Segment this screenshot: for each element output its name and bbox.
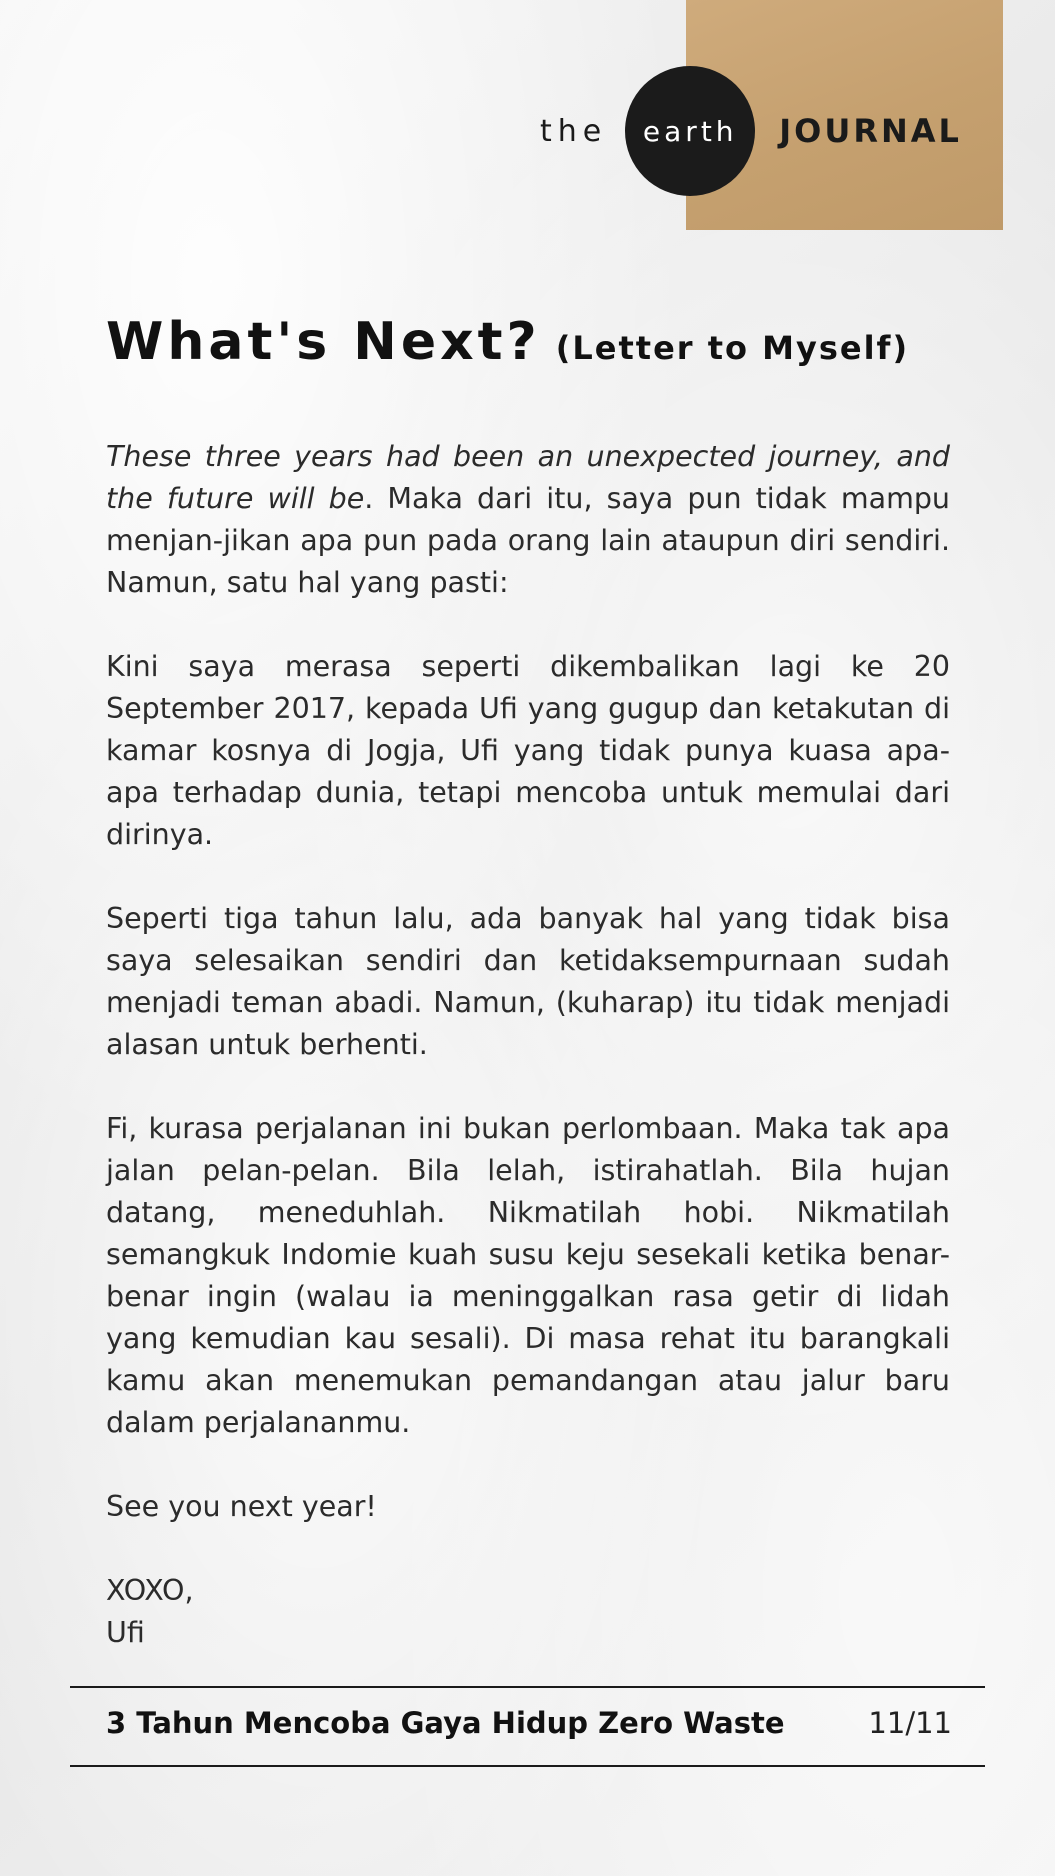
paragraph-2: Kini saya merasa seperti dikembalikan lagi ke 20 September 2017, kepada Ufi yang gugup dan ketakutan di kamar kosnya di Jogja, Ufi yang tidak punya kuasa apa-apa terhadap dunia, tetapi mencoba untuk memulai dari dirinya. [106, 650, 950, 851]
title-subtitle: (Letter to Myself) [555, 329, 910, 367]
brand-earth: earth [642, 114, 738, 148]
letter-body [106, 436, 950, 1654]
page-title [106, 312, 966, 372]
paragraph-3: Seperti tiga tahun lalu, ada banyak hal yang tidak bisa saya selesaikan sendiri dan ketidaksempurnaan sudah menjadi teman abadi. Namun, (kuharap) itu tidak menjadi alasan untuk berhenti. [106, 902, 950, 1061]
paragraph-1 [106, 436, 950, 604]
brand-circle [625, 66, 755, 196]
paragraph-5: See you next year! [106, 1490, 377, 1523]
signature: Ufi [106, 1616, 145, 1649]
footer-bottom-rule [70, 1765, 985, 1767]
footer-top-rule [70, 1686, 985, 1688]
brand-the: the [540, 113, 608, 149]
paragraph-4: Fi, kurasa perjalanan ini bukan perlombaan. Maka tak apa jalan pelan-pelan. Bila lelah, istirahatlah. Bila hujan datang, meneduhlah. Nikmatilah hobi. Nikmatilah semangkuk Indomie kuah susu keju sesekali ketika benar-benar ingin (walau ia meninggalkan rasa getir di lidah yang kemudian kau sesali). Di masa rehat itu barangkali kamu akan menemukan pemandangan atau jalur baru dalam perjalananmu. [106, 1112, 950, 1439]
brand-journal: JOURNAL [779, 112, 962, 150]
paragraph-1-italic: These three years had been an unexpected journey, and the future will be [106, 440, 950, 515]
title-main: What's Next? [106, 312, 541, 372]
paragraph-1-text: . Maka dari itu, saya pun tidak mampu menjan-jikan apa pun pada orang lain ataupun diri sendiri. Namun, satu hal yang pasti: [106, 482, 950, 599]
brand-logo [540, 66, 962, 196]
footer-page-number: 11/11 [868, 1706, 952, 1740]
footer-series-title: 3 Tahun Mencoba Gaya Hidup Zero Waste [106, 1706, 785, 1740]
signoff: XOXO, [106, 1574, 194, 1607]
